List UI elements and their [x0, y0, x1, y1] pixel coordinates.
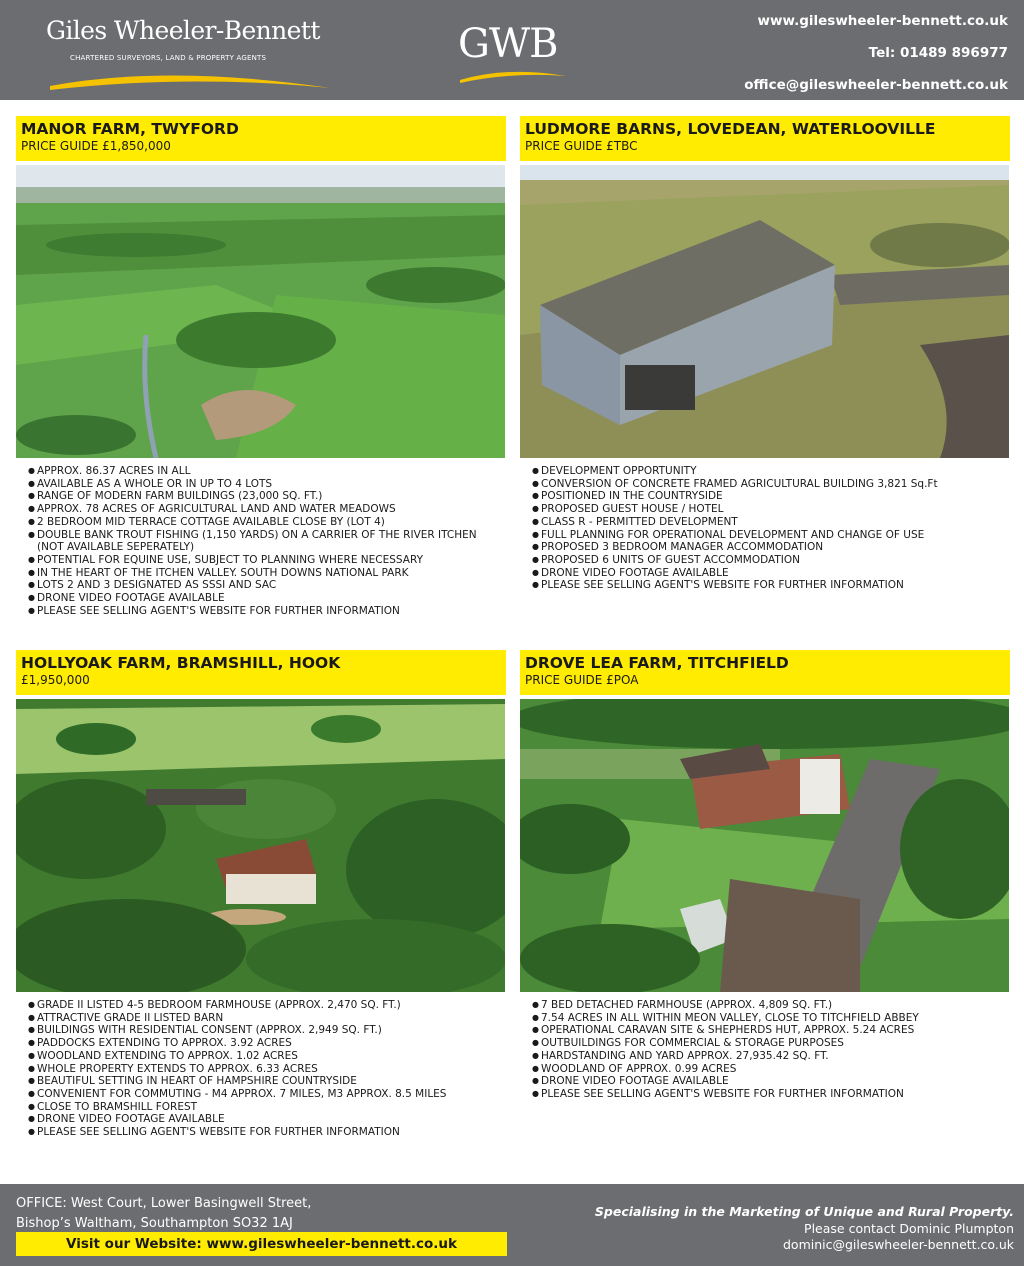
feature-item: ● DOUBLE BANK TROUT FISHING (1,150 YARDS) ON A CARRIER OF THE RIVER ITCHEN (NOT AVAILABLE SEPERATELY)	[28, 529, 506, 554]
footer	[0, 1184, 1024, 1266]
feature-item: ● FULL PLANNING FOR OPERATIONAL DEVELOPMENT AND CHANGE OF USE	[532, 529, 1010, 542]
feature-item: ● LOTS 2 AND 3 DESIGNATED AS SSSI AND SAC	[28, 579, 506, 592]
feature-item: ● GRADE II LISTED 4-5 BEDROOM FARMHOUSE (APPROX. 2,470 SQ. FT.)	[28, 999, 506, 1012]
feature-item: ● WOODLAND EXTENDING TO APPROX. 1.02 ACRES	[28, 1050, 506, 1063]
feature-item: ● POSITIONED IN THE COUNTRYSIDE	[532, 490, 1010, 503]
feature-item: ● PLEASE SEE SELLING AGENT'S WEBSITE FOR FURTHER INFORMATION	[28, 1126, 506, 1139]
feature-item: ● OPERATIONAL CARAVAN SITE & SHEPHERDS HUT, APPROX. 5.24 ACRES	[532, 1024, 1010, 1037]
feature-item: ● CONVERSION OF CONCRETE FRAMED AGRICULTURAL BUILDING 3,821 Sq.Ft	[532, 478, 1010, 491]
property-card	[520, 650, 1010, 1101]
feature-item: ● OUTBUILDINGS FOR COMMERCIAL & STORAGE PURPOSES	[532, 1037, 1010, 1050]
feature-list	[520, 999, 1010, 1101]
office-address-line: OFFICE: West Court, Lower Basingwell Street,	[16, 1196, 312, 1211]
feature-item: ● WOODLAND OF APPROX. 0.99 ACRES	[532, 1063, 1010, 1076]
feature-item: ● PROPOSED 6 UNITS OF GUEST ACCOMMODATION	[532, 554, 1010, 567]
feature-list	[16, 999, 506, 1139]
feature-item: ● PLEASE SEE SELLING AGENT'S WEBSITE FOR FURTHER INFORMATION	[532, 579, 1010, 592]
feature-item: ● IN THE HEART OF THE ITCHEN VALLEY. SOUTH DOWNS NATIONAL PARK	[28, 567, 506, 580]
gwb-monogram	[458, 21, 568, 88]
feature-item: ● DRONE VIDEO FOOTAGE AVAILABLE	[28, 1113, 506, 1126]
tagline: Specialising in the Marketing of Unique and Rural Property.	[594, 1204, 1014, 1219]
office-address-line: Bishop’s Waltham, Southampton SO32 1AJ	[16, 1216, 293, 1231]
feature-item: ● DRONE VIDEO FOOTAGE AVAILABLE	[28, 592, 506, 605]
property-title: DROVE LEA FARM, TITCHFIELD	[525, 654, 789, 672]
monogram-text: GWB	[458, 21, 558, 67]
contact-person: Please contact Dominic Plumpton	[804, 1221, 1014, 1236]
property-photo[interactable]	[520, 699, 1009, 992]
property-title-bar	[520, 650, 1010, 695]
property-title: HOLLYOAK FARM, BRAMSHILL, HOOK	[21, 654, 341, 672]
property-card	[16, 116, 506, 617]
header	[0, 0, 1024, 100]
feature-item: ● DRONE VIDEO FOOTAGE AVAILABLE	[532, 1075, 1010, 1088]
property-title: LUDMORE BARNS, LOVEDEAN, WATERLOOVILLE	[525, 120, 936, 138]
feature-item: ● BUILDINGS WITH RESIDENTIAL CONSENT (APPROX. 2,949 SQ. FT.)	[28, 1024, 506, 1037]
feature-list	[16, 465, 506, 617]
property-title-bar	[16, 116, 506, 161]
feature-item: ● PROPOSED 3 BEDROOM MANAGER ACCOMMODATION	[532, 541, 1010, 554]
email-link[interactable]: office@gileswheeler-bennett.co.uk	[744, 77, 1008, 93]
brand-logo[interactable]	[46, 18, 336, 90]
feature-item: ● CLOSE TO BRAMSHILL FOREST	[28, 1101, 506, 1114]
feature-item: ● APPROX. 78 ACRES OF AGRICULTURAL LAND AND WATER MEADOWS	[28, 503, 506, 516]
property-price: PRICE GUIDE £TBC	[525, 139, 638, 153]
feature-item: ● ATTRACTIVE GRADE II LISTED BARN	[28, 1012, 506, 1025]
property-title: MANOR FARM, TWYFORD	[21, 120, 239, 138]
feature-item: ● 7.54 ACRES IN ALL WITHIN MEON VALLEY, CLOSE TO TITCHFIELD ABBEY	[532, 1012, 1010, 1025]
brand-subtitle: CHARTERED SURVEYORS, LAND & PROPERTY AGENTS	[70, 54, 267, 62]
feature-list	[520, 465, 1010, 592]
feature-item: ● APPROX. 86.37 ACRES IN ALL	[28, 465, 506, 478]
feature-item: ● PROPOSED GUEST HOUSE / HOTEL	[532, 503, 1010, 516]
feature-item: ● RANGE OF MODERN FARM BUILDINGS (23,000 SQ. FT.)	[28, 490, 506, 503]
property-card	[16, 650, 506, 1139]
website-link[interactable]: www.gileswheeler-bennett.co.uk	[757, 13, 1008, 29]
feature-item: ● DRONE VIDEO FOOTAGE AVAILABLE	[532, 567, 1010, 580]
feature-item: ● BEAUTIFUL SETTING IN HEART OF HAMPSHIRE COUNTRYSIDE	[28, 1075, 506, 1088]
contact-email-link[interactable]: dominic@gileswheeler-bennett.co.uk	[783, 1237, 1014, 1252]
property-price: £1,950,000	[21, 673, 90, 687]
feature-item: ● HARDSTANDING AND YARD APPROX. 27,935.42 SQ. FT.	[532, 1050, 1010, 1063]
feature-item: ● AVAILABLE AS A WHOLE OR IN UP TO 4 LOTS	[28, 478, 506, 491]
property-photo[interactable]	[16, 699, 505, 992]
feature-item: ● DEVELOPMENT OPPORTUNITY	[532, 465, 1010, 478]
property-price: PRICE GUIDE £1,850,000	[21, 139, 171, 153]
feature-item: ● CLASS R - PERMITTED DEVELOPMENT	[532, 516, 1010, 529]
feature-item: ● PLEASE SEE SELLING AGENT'S WEBSITE FOR FURTHER INFORMATION	[532, 1088, 1010, 1101]
feature-item: ● WHOLE PROPERTY EXTENDS TO APPROX. 6.33 ACRES	[28, 1063, 506, 1076]
visit-website-link[interactable]: Visit our Website: www.gileswheeler-bennett.co.uk	[16, 1232, 507, 1256]
feature-item: ● PLEASE SEE SELLING AGENT'S WEBSITE FOR FURTHER INFORMATION	[28, 605, 506, 618]
monogram-swoosh-icon	[458, 64, 568, 84]
phone-number[interactable]: Tel: 01489 896977	[868, 45, 1008, 61]
feature-item: ● 2 BEDROOM MID TERRACE COTTAGE AVAILABLE CLOSE BY (LOT 4)	[28, 516, 506, 529]
property-card	[520, 116, 1010, 592]
logo-swoosh-icon	[48, 58, 334, 92]
property-photo[interactable]	[520, 165, 1009, 458]
feature-item: ● PADDOCKS EXTENDING TO APPROX. 3.92 ACRES	[28, 1037, 506, 1050]
property-title-bar	[16, 650, 506, 695]
feature-item: ● POTENTIAL FOR EQUINE USE, SUBJECT TO PLANNING WHERE NECESSARY	[28, 554, 506, 567]
property-title-bar	[520, 116, 1010, 161]
property-photo[interactable]	[16, 165, 505, 458]
property-price: PRICE GUIDE £POA	[525, 673, 639, 687]
feature-item: ● 7 BED DETACHED FARMHOUSE (APPROX. 4,809 SQ. FT.)	[532, 999, 1010, 1012]
brand-name: Giles Wheeler-Bennett	[46, 16, 320, 45]
office-address	[16, 1194, 311, 1234]
feature-item: ● CONVENIENT FOR COMMUTING - M4 APPROX. 7 MILES, M3 APPROX. 8.5 MILES	[28, 1088, 506, 1101]
